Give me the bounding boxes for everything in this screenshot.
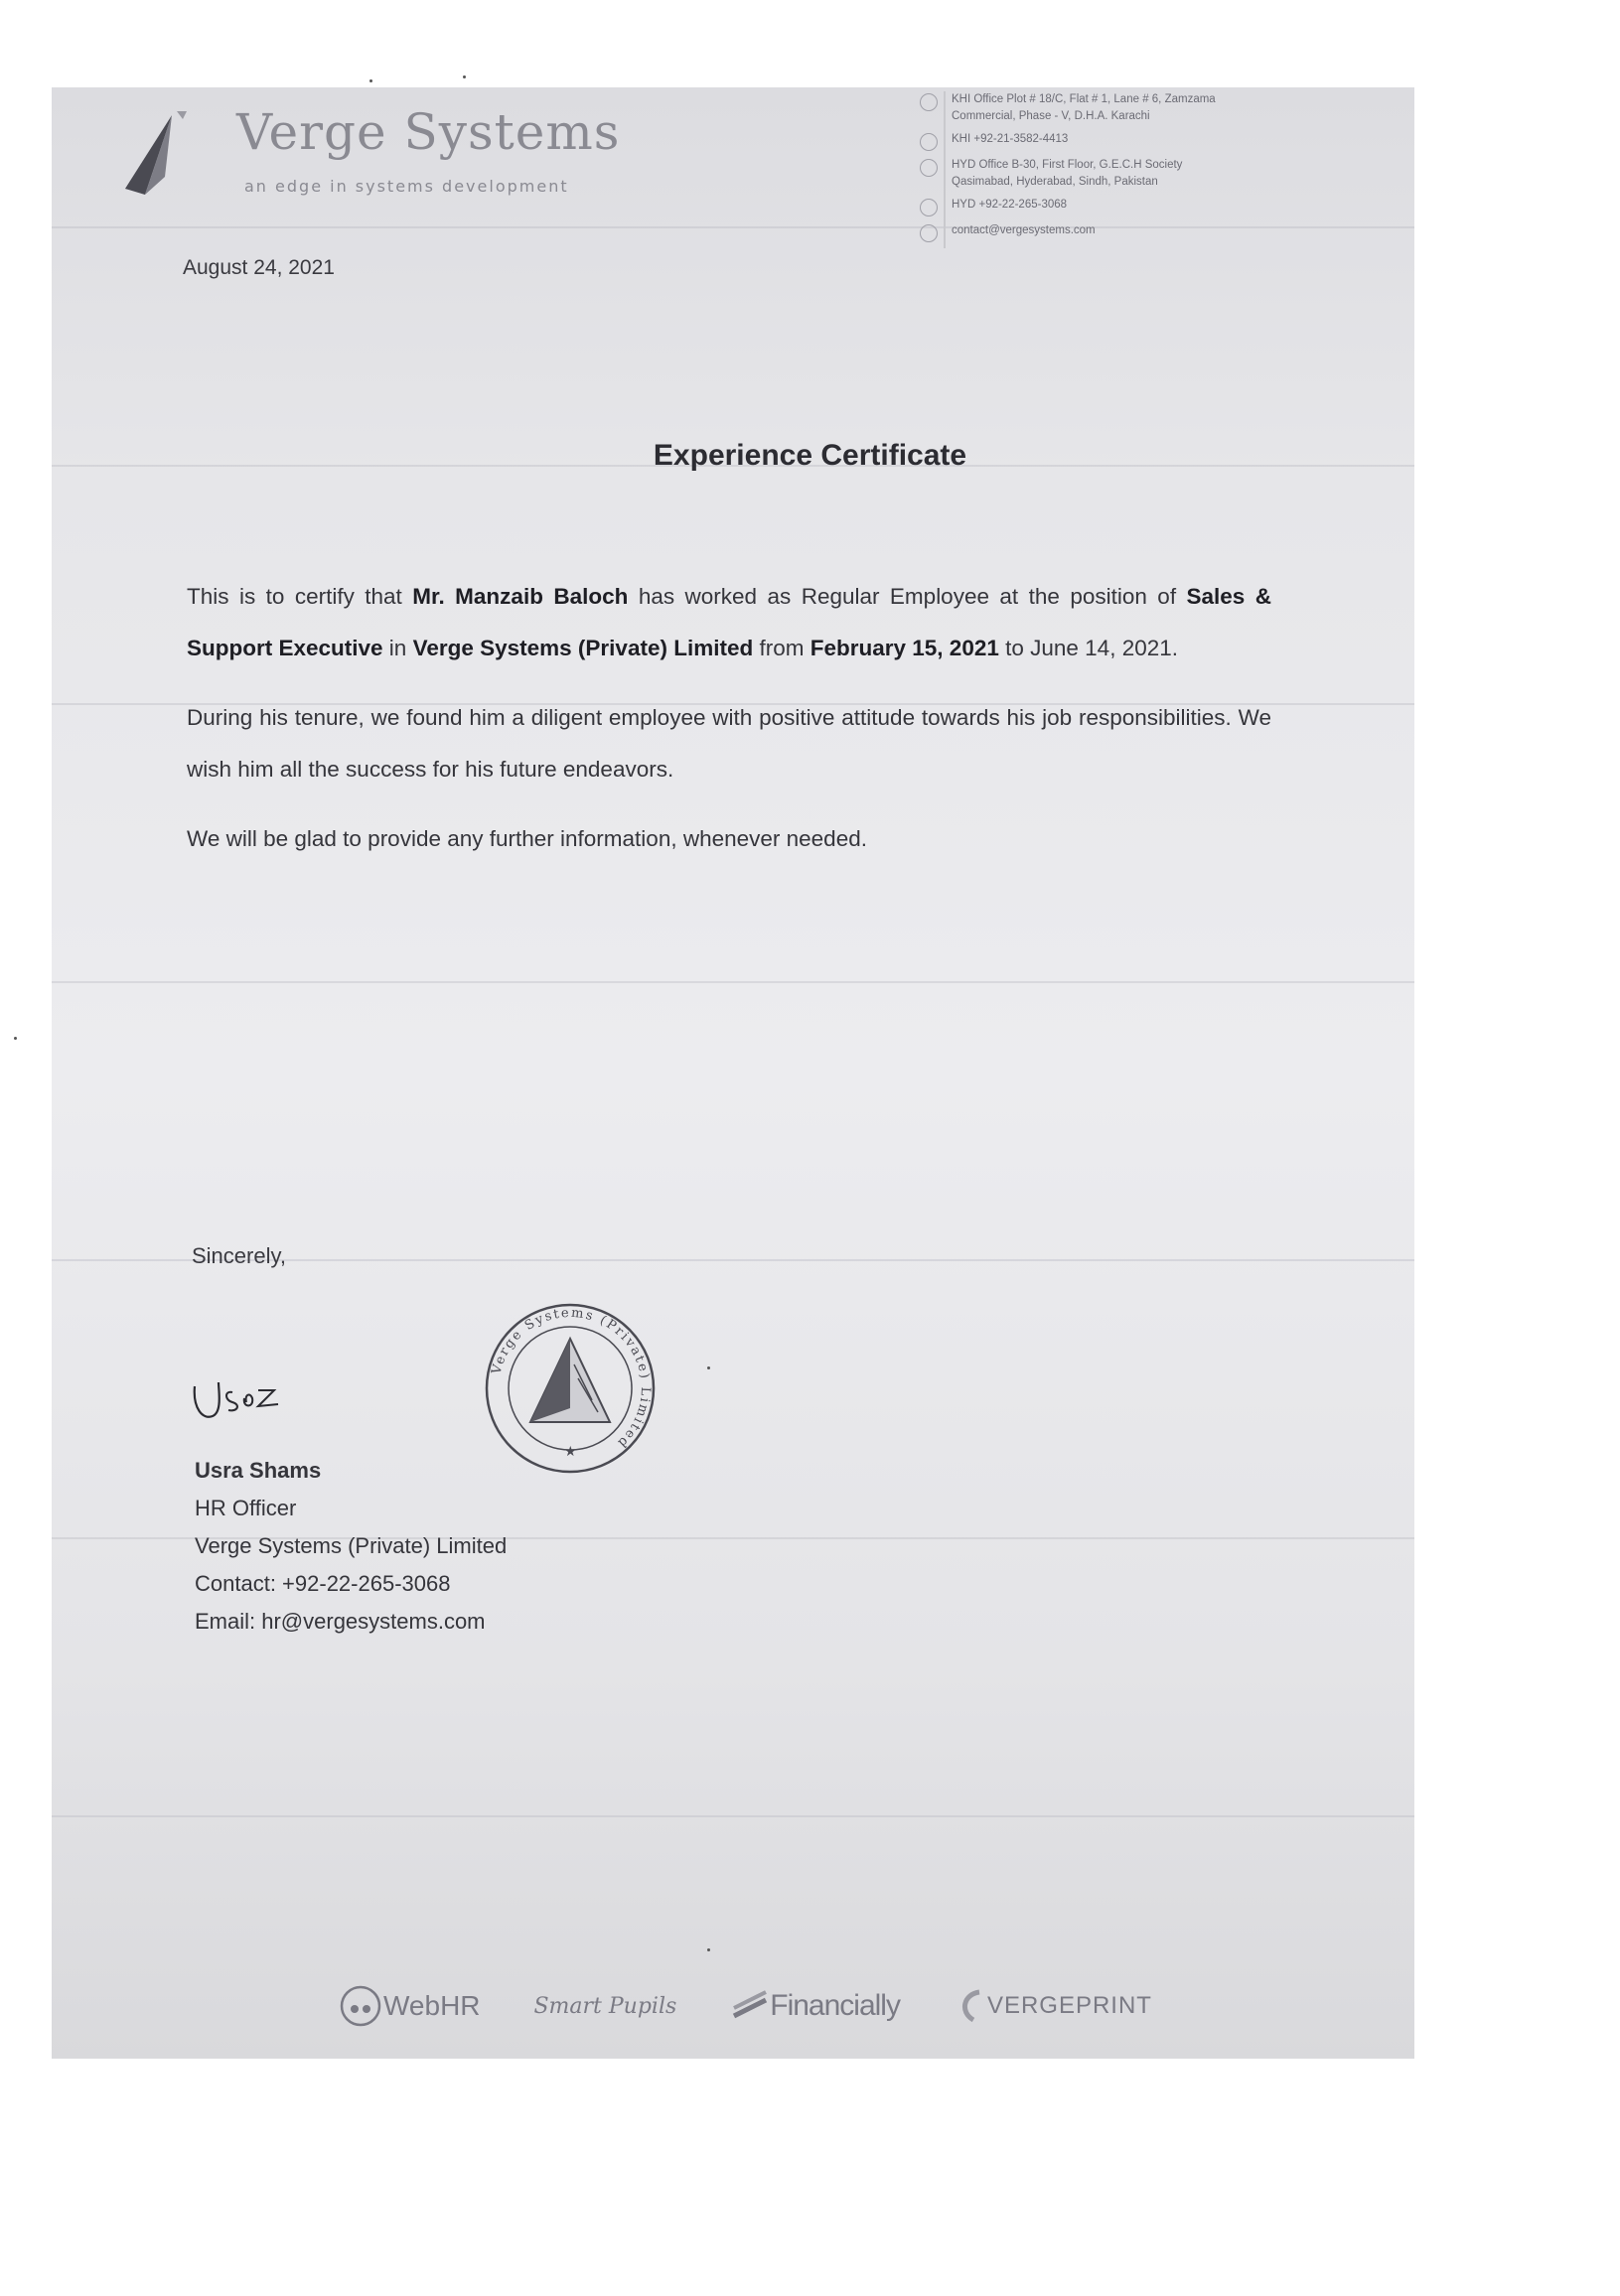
contact-row <box>952 157 1399 191</box>
signatory-role: HR Officer <box>195 1496 297 1520</box>
certification-paragraph: This is to certify that Mr. Manzaib Baloch has worked as Regular Employee at the position of Sales & Support Executive in Verge Systems (Private) Limited from February 15, 2021 to June 14, 2021. <box>187 584 1271 660</box>
phone-icon <box>920 133 938 151</box>
employee-name: Mr. Manzaib Baloch <box>412 584 629 609</box>
employee-position: Sales & Support Executive <box>187 584 1271 660</box>
smart-pupils-label: Smart Pupils <box>533 1993 677 2019</box>
webhr-logo <box>338 1983 481 2029</box>
contact-line: KHI +92-21-3582-4413 <box>952 133 1069 145</box>
financially-icon <box>730 1986 770 2026</box>
contact-row <box>952 91 1399 125</box>
svg-text:★: ★ <box>564 1444 577 1460</box>
webhr-label: WebHR <box>383 1990 481 2021</box>
start-date: February 15, 2021 <box>810 636 999 660</box>
closing-salutation: Sincerely, <box>192 1243 286 1268</box>
employer-name: Verge Systems (Private) Limited <box>412 636 754 660</box>
scan-artifact <box>52 1815 1414 1817</box>
tenure-paragraph: During his tenure, we found him a diligent employee with positive attitude towards his job responsibilities. We wish him all the success for his future endeavors. <box>187 705 1271 782</box>
signatory-block <box>195 1452 507 1641</box>
letterhead-contacts <box>944 91 1399 248</box>
contact-line: HYD +92-22-265-3068 <box>952 199 1068 211</box>
company-name: Verge Systems <box>236 103 621 161</box>
contact-row <box>952 131 1399 151</box>
scanned-page <box>52 87 1414 2059</box>
signatory-company: Verge Systems (Private) Limited <box>195 1533 508 1558</box>
email-icon <box>920 224 938 242</box>
contact-row <box>952 197 1399 216</box>
contact-line: Commercial, Phase - V, D.H.A. Karachi <box>952 110 1150 122</box>
scan-speck <box>707 1366 710 1369</box>
scan-speck <box>369 79 372 82</box>
closing-paragraph: We will be glad to provide any further information, whenever needed. <box>187 826 867 851</box>
contact-row <box>952 222 1399 242</box>
contact-line: contact@vergesystems.com <box>952 224 1096 236</box>
verge-logo-icon <box>117 107 207 207</box>
vergeprint-icon <box>954 1986 987 2026</box>
letter-date: August 24, 2021 <box>183 256 335 279</box>
webhr-icon <box>338 1983 383 2029</box>
vergeprint-logo <box>954 1986 1152 2026</box>
scan-speck <box>463 75 466 78</box>
financially-label: Financially <box>770 1989 900 2022</box>
contact-line: Qasimabad, Hyderabad, Sindh, Pakistan <box>952 176 1158 188</box>
contact-line: KHI Office Plot # 18/C, Flat # 1, Lane # 6, Zamzama <box>952 93 1216 105</box>
scan-artifact <box>52 981 1414 983</box>
scan-speck <box>707 1948 710 1951</box>
smart-pupils-logo <box>533 1994 676 2019</box>
company-tagline: an edge in systems development <box>244 177 569 196</box>
contact-line: HYD Office B-30, First Floor, G.E.C.H Society <box>952 159 1183 171</box>
financially-logo <box>730 1986 900 2026</box>
document-title: Experience Certificate <box>653 439 967 472</box>
svg-text:Verge Systems (Private) Limite: Verge Systems (Private) Limited <box>489 1305 654 1452</box>
handwritten-signature <box>189 1368 308 1428</box>
signatory-contact: Contact: +92-22-265-3068 <box>195 1571 451 1596</box>
letter-body <box>187 571 1271 883</box>
company-seal-stamp <box>483 1301 658 1476</box>
signatory-name: Usra Shams <box>195 1458 322 1483</box>
signatory-email: Email: hr@vergesystems.com <box>195 1609 486 1634</box>
location-icon <box>920 93 938 111</box>
location-icon <box>920 159 938 177</box>
vergeprint-label: VERGEPRINT <box>986 1992 1152 2019</box>
phone-icon <box>920 199 938 216</box>
scan-speck <box>14 1037 17 1040</box>
footer-product-logos <box>338 1971 1152 2041</box>
